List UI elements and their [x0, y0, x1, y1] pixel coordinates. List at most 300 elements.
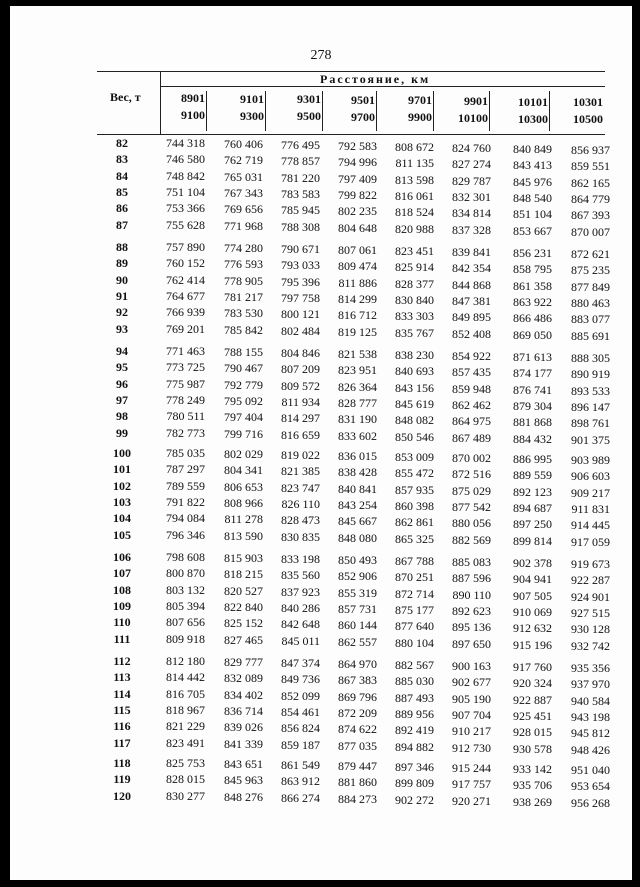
value-cell: 907 505: [513, 588, 552, 603]
value-cell: 886 995: [513, 452, 552, 466]
value-cell: 823 491: [166, 735, 205, 750]
value-cell: 862 861: [395, 515, 434, 530]
value-cell: 809 474: [338, 259, 377, 274]
value-cell: 915 196: [513, 637, 552, 652]
table-row: [10, 201, 632, 223]
value-cell: 872 621: [571, 247, 610, 261]
value-cell: 769 656: [224, 202, 263, 217]
value-cell: 869 050: [513, 327, 552, 342]
value-cell: 826 110: [281, 496, 320, 511]
value-cell: 843 413: [513, 158, 552, 173]
table-row: [10, 478, 632, 500]
value-cell: 855 319: [338, 585, 377, 600]
table-row: [10, 392, 632, 414]
table-row: [10, 494, 632, 516]
weight-column-header: Вес, т: [110, 90, 141, 104]
value-cell: 897 650: [452, 636, 491, 651]
value-cell: 848 080: [338, 530, 377, 545]
weight-cell: 84: [116, 168, 128, 183]
weight-cell: 111: [113, 631, 131, 646]
value-cell: 793 033: [281, 258, 320, 273]
value-cell: 948 426: [571, 742, 610, 757]
value-cell: 899 814: [513, 533, 552, 548]
value-cell: 755 628: [166, 217, 205, 232]
value-cell: 832 301: [452, 189, 491, 204]
value-cell: 746 580: [166, 152, 205, 167]
value-cell: 894 882: [395, 739, 434, 754]
range-from: 10301: [573, 95, 603, 110]
table-row: [10, 527, 632, 549]
table-row: [10, 272, 632, 294]
range-from: 9301: [297, 92, 321, 107]
value-cell: 902 677: [452, 675, 491, 690]
value-cell: 915 244: [452, 761, 491, 775]
value-cell: 925 451: [513, 708, 552, 723]
value-cell: 932 742: [571, 638, 610, 653]
value-cell: 879 304: [513, 398, 552, 413]
range-to: 9100: [181, 108, 205, 122]
range-from: 8901: [181, 91, 205, 105]
value-cell: 909 217: [571, 485, 610, 500]
value-cell: 874 622: [338, 722, 377, 737]
weight-cell: 93: [116, 321, 128, 336]
value-cell: 785 945: [281, 203, 320, 218]
value-cell: 823 747: [281, 480, 320, 495]
value-cell: 830 835: [281, 529, 320, 544]
value-cell: 825 152: [224, 616, 263, 631]
value-cell: 800 870: [166, 566, 205, 581]
value-cell: 782 773: [166, 425, 205, 440]
value-cell: 867 393: [571, 208, 610, 223]
value-cell: 824 760: [452, 141, 491, 155]
weight-cell: 120: [113, 788, 131, 803]
value-cell: 776 593: [224, 257, 263, 272]
value-cell: 794 084: [166, 511, 205, 526]
value-cell: 814 297: [281, 411, 320, 426]
value-cell: 841 339: [224, 736, 263, 751]
value-cell: 820 527: [224, 583, 263, 598]
header-divider: [433, 91, 434, 131]
value-cell: 857 935: [395, 482, 434, 497]
value-cell: 885 030: [395, 674, 434, 689]
table-row: [10, 217, 632, 239]
value-cell: 836 714: [224, 703, 263, 718]
value-cell: 744 318: [166, 136, 205, 150]
value-cell: 893 533: [571, 383, 610, 398]
value-cell: 856 231: [513, 246, 552, 260]
table-row: [10, 598, 632, 620]
header-divider: [489, 91, 490, 131]
distance-range-header: [163, 90, 205, 124]
value-cell: 816 712: [338, 308, 377, 323]
weight-cell: 108: [113, 582, 131, 597]
value-cell: 802 235: [338, 204, 377, 219]
value-cell: 840 849: [513, 142, 552, 156]
range-from: 9501: [351, 92, 375, 107]
value-cell: 892 623: [452, 603, 491, 618]
value-cell: 838 428: [338, 465, 377, 480]
value-cell: 945 812: [571, 726, 610, 741]
header-divider: [376, 91, 377, 131]
value-cell: 866 486: [513, 311, 552, 326]
value-cell: 771 968: [224, 218, 263, 233]
value-cell: 819 125: [338, 324, 377, 339]
table-row: [10, 566, 632, 588]
value-cell: 917 059: [571, 534, 610, 549]
value-cell: 825 914: [395, 260, 434, 275]
value-cell: 799 822: [338, 187, 377, 202]
value-cell: 847 381: [452, 293, 491, 308]
value-cell: 838 230: [395, 348, 434, 362]
value-cell: 800 121: [281, 307, 320, 322]
value-cell: 847 374: [281, 656, 320, 670]
distance-range-header: [222, 91, 264, 125]
value-cell: 880 056: [452, 516, 491, 531]
value-cell: 751 104: [166, 184, 205, 199]
value-cell: 762 719: [224, 153, 263, 168]
value-cell: 867 788: [395, 554, 434, 568]
value-cell: 887 596: [452, 571, 491, 586]
value-cell: 840 841: [338, 481, 377, 496]
value-cell: 785 842: [224, 322, 263, 337]
value-cell: 781 220: [281, 170, 320, 185]
value-cell: 875 177: [395, 602, 434, 617]
value-cell: 910 069: [513, 604, 552, 619]
value-cell: 897 250: [513, 517, 552, 532]
value-cell: 814 442: [166, 670, 205, 685]
table-row: [10, 735, 632, 757]
value-cell: 796 346: [166, 527, 205, 542]
value-cell: 835 560: [281, 568, 320, 583]
distance-header: Расстояние, км: [320, 72, 431, 86]
value-cell: 799 716: [224, 426, 263, 441]
value-cell: 951 040: [571, 763, 610, 777]
table-row: [10, 582, 632, 604]
value-cell: 890 919: [571, 367, 610, 382]
value-cell: 830 277: [166, 788, 205, 803]
value-cell: 956 268: [571, 795, 610, 810]
value-cell: 766 939: [166, 305, 205, 320]
value-cell: 930 128: [571, 622, 610, 637]
value-cell: 813 590: [224, 528, 263, 543]
table-row: [10, 152, 632, 174]
value-cell: 852 099: [281, 688, 320, 703]
value-cell: 818 524: [395, 205, 434, 220]
value-cell: 840 693: [395, 364, 434, 379]
table-row: [10, 615, 632, 637]
table-row: [10, 425, 632, 447]
table-row: [10, 240, 632, 261]
value-cell: 802 484: [281, 323, 320, 338]
table-row: [10, 305, 632, 327]
table-row: [10, 511, 632, 533]
value-cell: 879 447: [338, 759, 377, 773]
value-cell: 864 779: [571, 191, 610, 206]
value-cell: 828 777: [338, 395, 377, 410]
value-cell: 834 814: [452, 206, 491, 221]
value-cell: 828 377: [395, 276, 434, 291]
value-cell: 859 187: [281, 737, 320, 752]
value-cell: 823 951: [338, 363, 377, 378]
weight-cell: 109: [113, 598, 131, 613]
value-cell: 907 704: [452, 707, 491, 722]
value-cell: 882 569: [452, 532, 491, 547]
value-cell: 851 104: [513, 207, 552, 222]
value-cell: 940 584: [571, 693, 610, 708]
value-cell: 875 029: [452, 483, 491, 498]
value-cell: 832 089: [224, 671, 263, 686]
value-cell: 762 414: [166, 272, 205, 287]
value-cell: 884 432: [513, 431, 552, 446]
page-number: 278: [310, 48, 332, 63]
value-cell: 760 406: [224, 137, 263, 151]
value-cell: 922 287: [571, 573, 610, 588]
value-cell: 850 493: [338, 553, 377, 567]
weight-cell: 85: [116, 184, 128, 199]
value-cell: 885 083: [452, 555, 491, 569]
value-cell: 807 209: [281, 362, 320, 377]
value-cell: 773 725: [166, 360, 205, 375]
value-cell: 831 190: [338, 412, 377, 427]
value-cell: 843 651: [224, 757, 263, 771]
range-from: 9701: [408, 93, 432, 108]
weight-cell: 98: [116, 409, 128, 424]
value-cell: 871 613: [513, 350, 552, 364]
value-cell: 856 824: [281, 721, 320, 736]
weight-cell: 86: [116, 201, 128, 216]
distance-range-header: [506, 94, 548, 128]
value-cell: 826 364: [338, 379, 377, 394]
value-cell: 870 007: [571, 224, 610, 239]
value-cell: 816 705: [166, 686, 205, 701]
value-cell: 937 970: [571, 677, 610, 692]
value-cell: 805 394: [166, 598, 205, 613]
value-cell: 917 760: [513, 660, 552, 674]
value-cell: 845 011: [281, 633, 320, 648]
range-to: 10500: [573, 112, 603, 127]
value-cell: 903 989: [571, 453, 610, 467]
table-row: [10, 168, 632, 190]
value-cell: 870 002: [452, 451, 491, 465]
value-cell: 839 841: [452, 245, 491, 259]
value-cell: 827 274: [452, 157, 491, 172]
value-cell: 863 912: [281, 774, 320, 789]
table-header: [97, 71, 605, 135]
value-cell: 920 324: [513, 676, 552, 691]
value-cell: 943 198: [571, 709, 610, 724]
value-cell: 806 653: [224, 479, 263, 494]
value-cell: 890 110: [452, 587, 491, 602]
value-cell: 845 976: [513, 174, 552, 189]
value-cell: 897 346: [395, 760, 434, 774]
table-row: [10, 756, 632, 777]
value-cell: 819 022: [281, 448, 320, 462]
weight-cell: 114: [113, 686, 131, 701]
value-cell: 848 082: [395, 413, 434, 428]
value-cell: 804 846: [281, 346, 320, 360]
value-cell: 767 343: [224, 185, 263, 200]
value-cell: 894 687: [513, 500, 552, 515]
value-cell: 791 822: [166, 494, 205, 509]
value-cell: 828 015: [166, 772, 205, 787]
value-cell: 794 996: [338, 155, 377, 170]
value-cell: 872 209: [338, 705, 377, 720]
range-from: 9901: [464, 94, 488, 108]
value-cell: 883 077: [571, 312, 610, 327]
value-cell: 904 941: [513, 572, 552, 587]
value-cell: 855 472: [395, 466, 434, 481]
weight-cell: 102: [113, 478, 131, 493]
value-cell: 809 572: [281, 378, 320, 393]
value-cell: 859 551: [571, 159, 610, 174]
value-cell: 787 297: [166, 462, 205, 477]
weight-cell: 106: [113, 550, 131, 564]
value-cell: 835 767: [395, 325, 434, 340]
value-cell: 811 934: [281, 394, 320, 409]
value-cell: 830 840: [395, 292, 434, 307]
value-cell: 892 123: [513, 484, 552, 499]
value-cell: 808 672: [395, 140, 434, 154]
value-cell: 808 966: [224, 495, 263, 510]
table-row: [10, 184, 632, 206]
header-divider: [160, 72, 161, 134]
range-to: 10100: [458, 111, 488, 125]
value-cell: 780 511: [166, 409, 205, 424]
value-cell: 865 325: [395, 531, 434, 546]
value-cell: 837 328: [452, 222, 491, 237]
value-cell: 852 408: [452, 326, 491, 341]
value-cell: 783 530: [224, 306, 263, 321]
value-cell: 857 435: [452, 365, 491, 380]
value-cell: 842 648: [281, 617, 320, 632]
value-cell: 862 165: [571, 175, 610, 190]
weight-cell: 94: [116, 344, 128, 358]
value-cell: 764 677: [166, 288, 205, 303]
value-cell: 797 758: [281, 290, 320, 305]
value-cell: 785 035: [166, 446, 205, 460]
value-cell: 870 251: [395, 570, 434, 585]
header-divider: [265, 91, 266, 131]
value-cell: 843 156: [395, 380, 434, 395]
value-cell: 788 155: [224, 345, 263, 359]
value-cell: 797 404: [224, 410, 263, 425]
weight-cell: 107: [113, 566, 131, 581]
header-divider: [549, 91, 550, 131]
value-cell: 876 741: [513, 382, 552, 397]
value-cell: 854 922: [452, 349, 491, 363]
weight-cell: 104: [113, 511, 131, 526]
weight-cell: 119: [113, 772, 131, 787]
value-cell: 863 922: [513, 294, 552, 309]
table-row: [10, 344, 632, 365]
value-cell: 807 061: [338, 243, 377, 257]
weight-cell: 83: [116, 152, 128, 167]
value-cell: 872 516: [452, 467, 491, 482]
value-cell: 862 557: [338, 634, 377, 649]
value-cell: 778 905: [224, 273, 263, 288]
value-cell: 933 142: [513, 762, 552, 776]
value-cell: 935 706: [513, 778, 552, 793]
value-cell: 803 132: [166, 582, 205, 597]
value-cell: 790 467: [224, 361, 263, 376]
value-cell: 848 276: [224, 789, 263, 804]
table-row: [10, 288, 632, 310]
value-cell: 885 691: [571, 328, 610, 343]
weight-cell: 82: [116, 136, 128, 150]
value-cell: 899 809: [395, 776, 434, 791]
value-cell: 818 215: [224, 567, 263, 582]
range-to: 9500: [297, 109, 321, 124]
value-cell: 765 031: [224, 169, 263, 184]
value-cell: 834 402: [224, 687, 263, 702]
weight-cell: 87: [116, 217, 128, 232]
table-row: [10, 788, 632, 810]
value-cell: 889 956: [395, 706, 434, 721]
value-cell: 797 409: [338, 171, 377, 186]
value-cell: 816 659: [281, 427, 320, 442]
value-cell: 853 009: [395, 450, 434, 464]
value-cell: 833 602: [338, 428, 377, 443]
value-cell: 829 787: [452, 173, 491, 188]
value-cell: 821 538: [338, 347, 377, 361]
value-cell: 892 419: [395, 723, 434, 738]
value-cell: 769 201: [166, 321, 205, 336]
table-row: [10, 670, 632, 692]
book-page: [10, 6, 632, 880]
weight-cell: 112: [113, 654, 131, 668]
value-cell: 843 254: [338, 497, 377, 512]
table-row: [10, 686, 632, 708]
value-cell: 848 540: [513, 190, 552, 205]
value-cell: 833 198: [281, 552, 320, 566]
value-cell: 881 860: [338, 775, 377, 790]
value-cell: 815 903: [224, 551, 263, 565]
value-cell: 849 895: [452, 310, 491, 325]
value-cell: 854 461: [281, 704, 320, 719]
value-cell: 898 761: [571, 416, 610, 431]
distance-range-header: [390, 92, 432, 126]
weight-cell: 97: [116, 392, 128, 407]
value-cell: 825 753: [166, 756, 205, 770]
value-cell: 811 278: [224, 512, 263, 527]
value-cell: 860 144: [338, 618, 377, 633]
value-cell: 783 583: [281, 186, 320, 201]
header-divider: [322, 91, 323, 131]
value-cell: 820 988: [395, 221, 434, 236]
value-cell: 861 358: [513, 278, 552, 293]
value-cell: 859 948: [452, 381, 491, 396]
value-cell: 760 152: [166, 256, 205, 271]
table-row: [10, 631, 632, 653]
value-cell: 792 583: [338, 139, 377, 153]
value-cell: 905 190: [452, 691, 491, 706]
weight-cell: 118: [113, 756, 131, 770]
value-cell: 912 730: [452, 740, 491, 755]
value-cell: 839 026: [224, 720, 263, 735]
value-cell: 845 963: [224, 773, 263, 788]
value-cell: 880 104: [395, 635, 434, 650]
value-cell: 837 923: [281, 584, 320, 599]
value-cell: 804 648: [338, 220, 377, 235]
value-cell: 748 842: [166, 168, 205, 183]
value-cell: 775 987: [166, 376, 205, 391]
value-cell: 789 559: [166, 478, 205, 493]
value-cell: 753 366: [166, 201, 205, 216]
value-cell: 776 495: [281, 138, 320, 152]
value-cell: 887 493: [395, 690, 434, 705]
value-cell: 840 286: [281, 600, 320, 615]
weight-cell: 99: [116, 425, 128, 440]
